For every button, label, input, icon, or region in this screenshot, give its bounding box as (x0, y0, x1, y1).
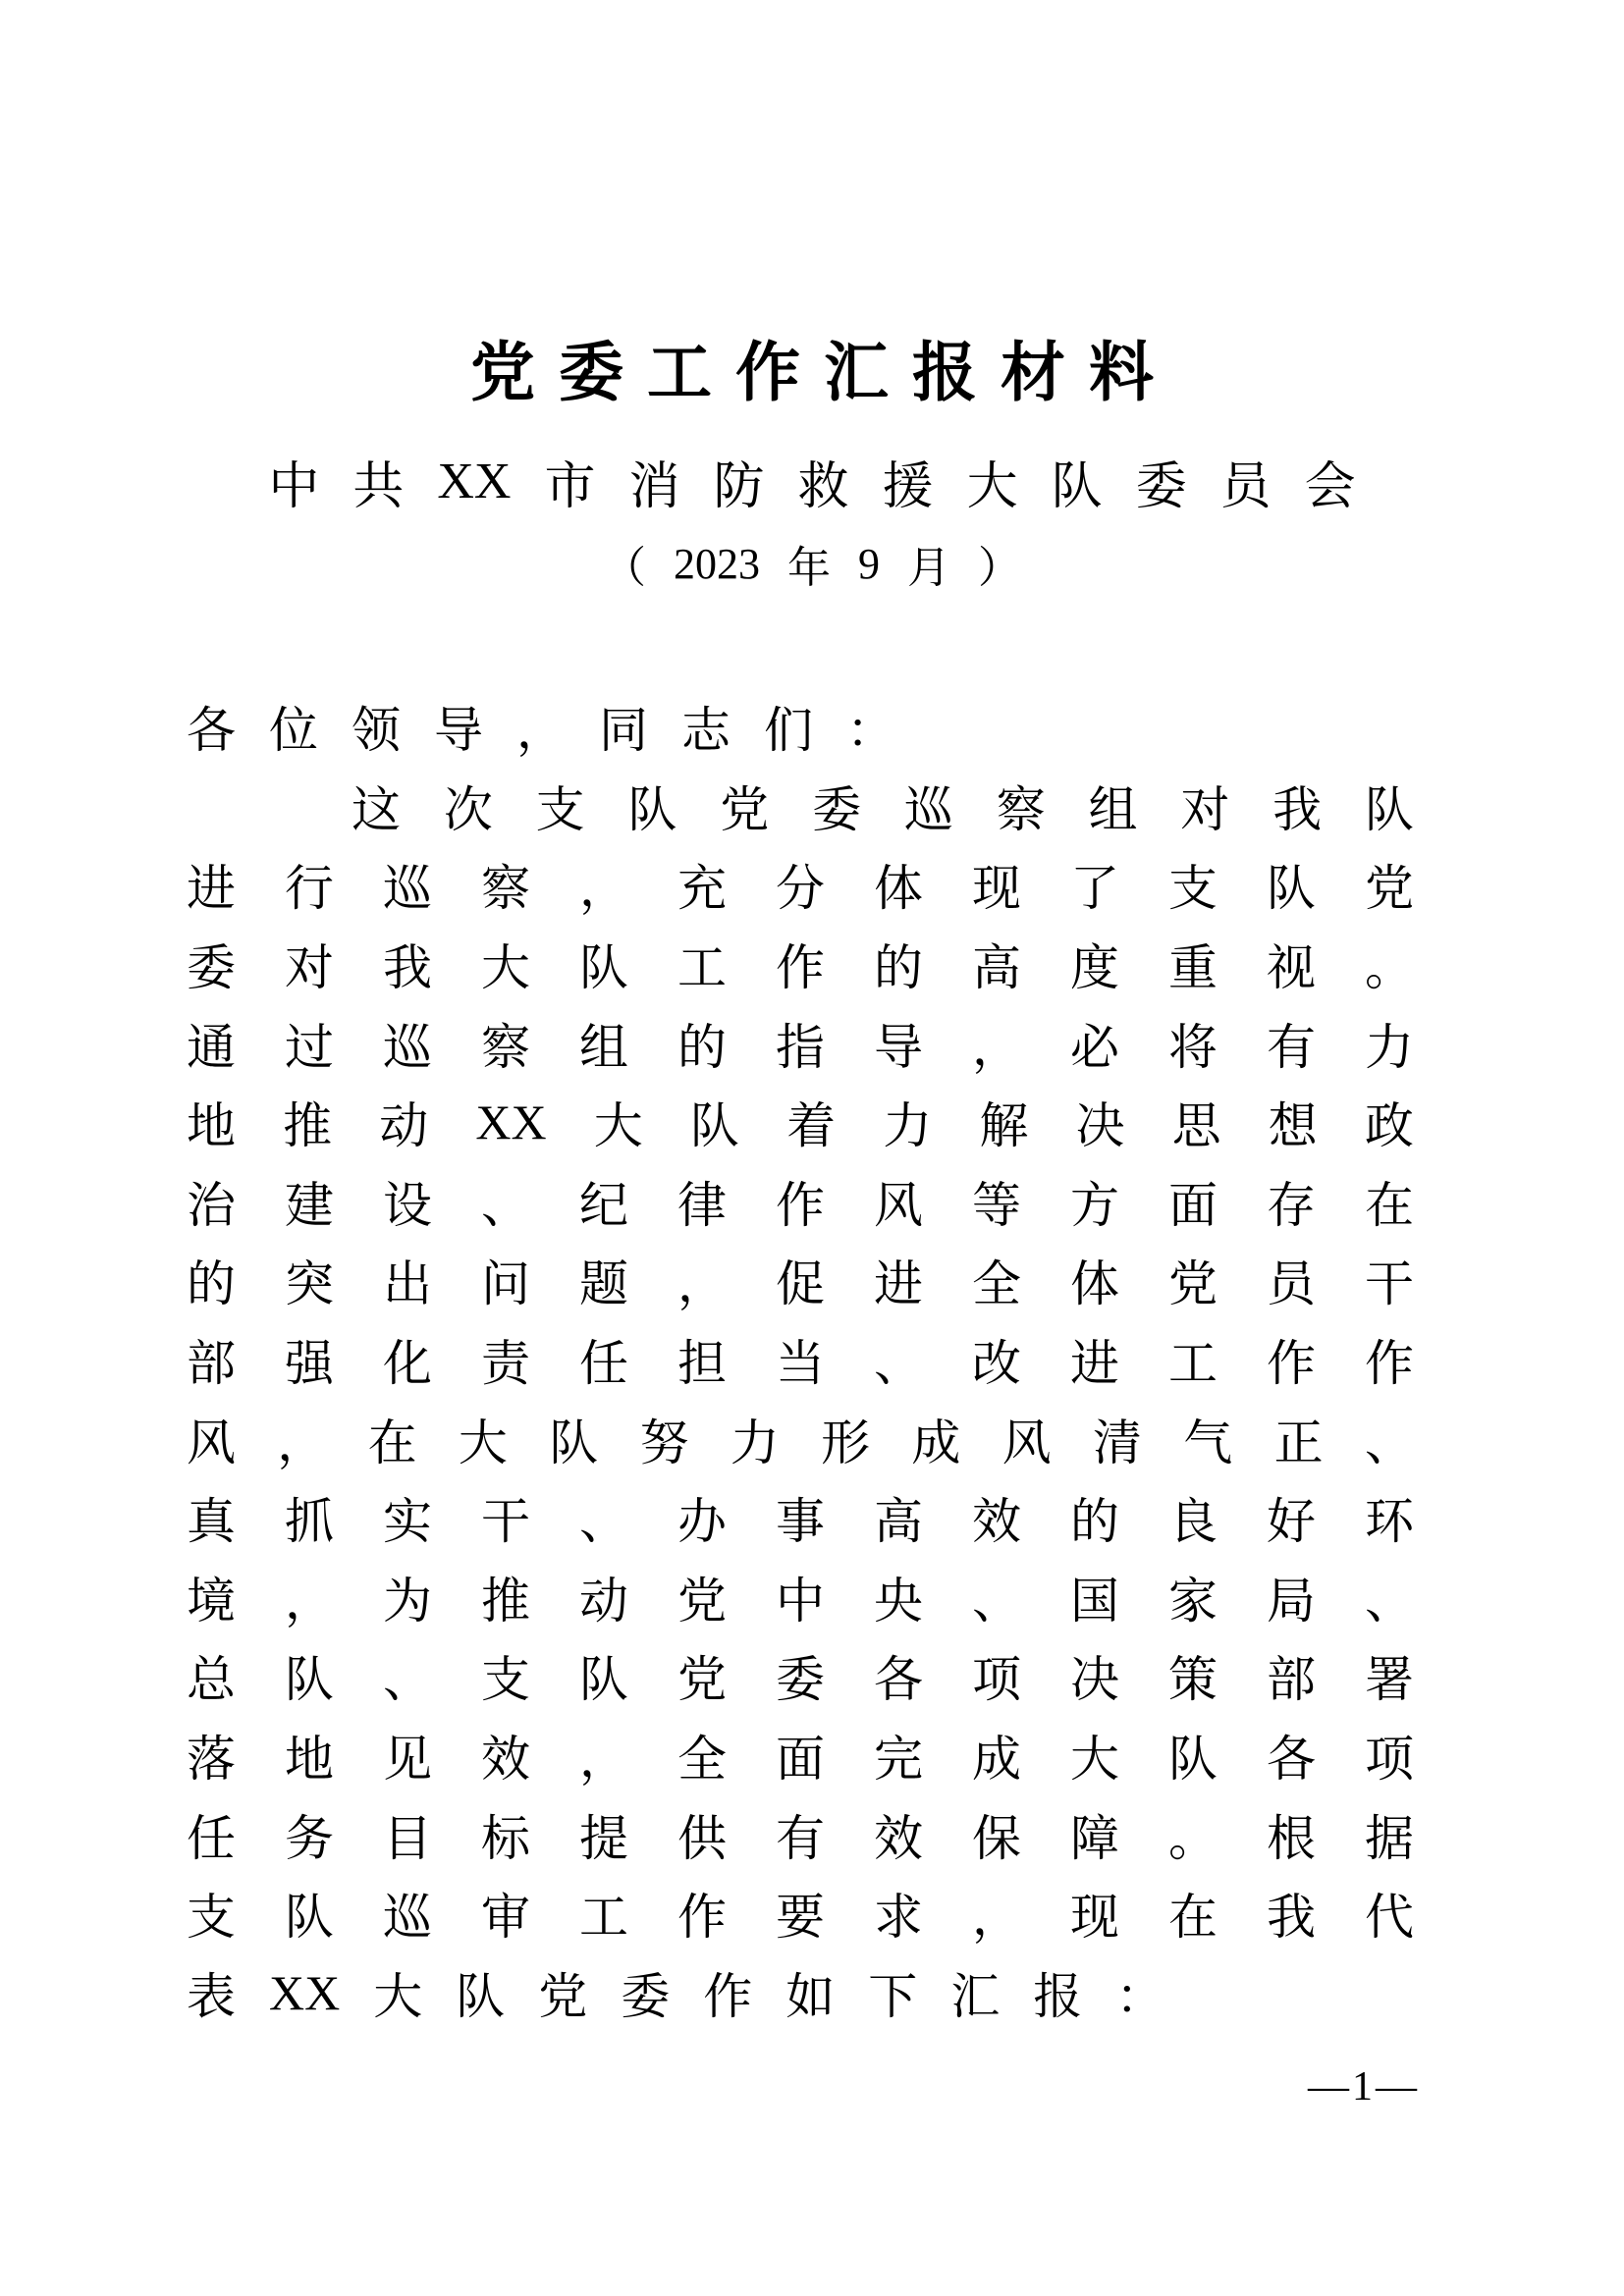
text-token: 位 (269, 703, 318, 759)
text-token: 员 (1219, 458, 1272, 515)
text-token: 。 (1168, 1810, 1218, 1866)
text-token: XX (475, 1095, 547, 1150)
text-token: 料 (1089, 335, 1154, 408)
text-token: ， (277, 1415, 327, 1470)
text-token: 队 (689, 1098, 739, 1154)
text-token: 面 (776, 1732, 825, 1788)
text-token: 员 (1267, 1256, 1316, 1312)
text-token: 效 (874, 1810, 923, 1866)
body-text-line (187, 1162, 1414, 1242)
text-token: 汇 (950, 1968, 1001, 2024)
text-token: 纪 (579, 1177, 628, 1233)
text-token: 成 (972, 1732, 1021, 1788)
text-token: 力 (730, 1415, 780, 1470)
text-token: 效 (481, 1732, 530, 1788)
text-token: 大 (481, 940, 530, 996)
text-token: 支 (1168, 861, 1218, 917)
text-token: XX (437, 453, 512, 509)
text-token: 障 (1070, 1810, 1119, 1866)
text-token: 各 (874, 1652, 923, 1708)
text-token: 我 (383, 940, 432, 996)
text-token: 察 (481, 1019, 530, 1075)
text-token: 有 (1267, 1019, 1316, 1075)
text-token: 推 (481, 1573, 530, 1629)
body-text-line (187, 1399, 1414, 1478)
text-token: 现 (1070, 1890, 1119, 1946)
text-token: 大 (593, 1098, 643, 1154)
text-token: 当 (776, 1336, 825, 1392)
text-token: 委 (776, 1652, 825, 1708)
text-token: 思 (1171, 1098, 1221, 1154)
text-token: 队 (579, 940, 628, 996)
text-token: 建 (285, 1177, 334, 1233)
text-token: 委 (812, 781, 862, 837)
text-token: 充 (677, 861, 727, 917)
text-token: 根 (1267, 1810, 1316, 1866)
text-token: XX (269, 1964, 341, 2020)
document-body (187, 687, 1414, 2032)
text-token: 2023 (674, 539, 760, 588)
text-token: 事 (776, 1494, 825, 1550)
text-token: 们 (764, 703, 813, 759)
text-token: 气 (1183, 1415, 1233, 1470)
text-token: 成 (911, 1415, 961, 1470)
text-token: 作 (1267, 1336, 1316, 1392)
text-token: 报 (1033, 1968, 1083, 2024)
text-token: 必 (1070, 1019, 1119, 1075)
text-token: 将 (1168, 1019, 1218, 1075)
text-token: 担 (677, 1336, 727, 1392)
text-token: 地 (285, 1732, 334, 1788)
text-token: 、 (383, 1652, 432, 1708)
text-token: 任 (187, 1810, 236, 1866)
text-token: 责 (481, 1336, 530, 1392)
text-token: 干 (1365, 1256, 1414, 1312)
text-token: 作 (735, 335, 800, 408)
text-token: 工 (579, 1890, 628, 1946)
text-token: 、 (1365, 1573, 1414, 1629)
text-token: 下 (868, 1968, 918, 2024)
text-token: 效 (972, 1494, 1021, 1550)
text-token: 中 (268, 458, 320, 515)
text-token: 表 (187, 1968, 236, 2024)
text-token: 境 (187, 1573, 236, 1629)
body-paragraph (187, 767, 1414, 2033)
body-text-line (187, 1874, 1414, 1953)
text-token: 策 (1168, 1652, 1218, 1708)
text-token: 支 (187, 1890, 236, 1946)
text-token: 我 (1272, 781, 1323, 837)
text-token: 高 (972, 940, 1021, 996)
text-token: 分 (776, 861, 825, 917)
text-token: 市 (544, 458, 596, 515)
text-token: 通 (187, 1019, 236, 1075)
text-token: 同 (599, 703, 648, 759)
text-token: 的 (187, 1256, 236, 1312)
text-token: ， (516, 703, 566, 759)
text-token: ， (677, 1256, 727, 1312)
text-token: 组 (1088, 781, 1138, 837)
text-token: 组 (579, 1019, 628, 1075)
text-token: 援 (882, 458, 934, 515)
text-token: 抓 (285, 1494, 334, 1550)
text-token: 对 (285, 940, 334, 996)
text-token: 体 (1070, 1256, 1119, 1312)
text-token: 。 (1365, 940, 1414, 996)
text-token: 地 (187, 1098, 236, 1154)
text-token: ： (846, 703, 895, 759)
text-token: 委 (187, 940, 236, 996)
text-token: 材 (1001, 335, 1065, 408)
text-token: 存 (1267, 1177, 1316, 1233)
text-token: 巡 (903, 781, 953, 837)
text-token: 队 (456, 1968, 506, 2024)
text-token: ： (1115, 1968, 1165, 2024)
text-token: 队 (285, 1652, 334, 1708)
text-token: 律 (677, 1177, 727, 1233)
text-token: 年 (787, 544, 831, 592)
text-token: 工 (677, 940, 727, 996)
text-token: 目 (383, 1810, 432, 1866)
text-token: 救 (797, 458, 849, 515)
text-token: ） (978, 544, 1021, 592)
text-token: 风 (187, 1415, 236, 1470)
text-token: 党 (470, 335, 535, 408)
text-token: 体 (874, 861, 923, 917)
text-token: 在 (1168, 1890, 1218, 1946)
text-token: 委 (621, 1968, 671, 2024)
text-token: 作 (703, 1968, 753, 2024)
text-token: 办 (677, 1494, 727, 1550)
text-token: 真 (187, 1494, 236, 1550)
text-token: ， (972, 1890, 1021, 1946)
body-text-line (187, 845, 1414, 925)
text-token: 想 (1268, 1098, 1318, 1154)
text-token: 的 (1070, 1494, 1119, 1550)
text-token: 好 (1267, 1494, 1316, 1550)
text-token: 察 (996, 781, 1046, 837)
text-token: 供 (677, 1810, 727, 1866)
text-token: 有 (776, 1810, 825, 1866)
text-token: 提 (579, 1810, 628, 1866)
text-token: 、 (972, 1573, 1021, 1629)
text-token: 党 (677, 1573, 727, 1629)
text-token: 汇 (824, 335, 889, 408)
document-subtitle (0, 444, 1624, 518)
text-token: 务 (285, 1810, 334, 1866)
text-token: 良 (1168, 1494, 1218, 1550)
text-token: 队 (549, 1415, 599, 1470)
text-token: 的 (677, 1019, 727, 1075)
text-token: 了 (1070, 861, 1119, 917)
text-token: 大 (373, 1968, 423, 2024)
text-token: 、 (579, 1494, 628, 1550)
text-token: 清 (1092, 1415, 1142, 1470)
text-token: 进 (187, 861, 236, 917)
text-token: 党 (538, 1968, 588, 2024)
text-token: 项 (1365, 1732, 1414, 1788)
document-title (0, 322, 1624, 410)
text-token: 领 (352, 703, 401, 759)
text-token: 大 (458, 1415, 508, 1470)
text-token: 重 (1168, 940, 1218, 996)
text-token: 强 (285, 1336, 334, 1392)
text-token: 央 (874, 1573, 923, 1629)
text-token: 国 (1070, 1573, 1119, 1629)
text-token: 解 (979, 1098, 1029, 1154)
text-token: 视 (1267, 940, 1316, 996)
text-token: 共 (352, 458, 405, 515)
text-token: 任 (579, 1336, 628, 1392)
text-token: 环 (1365, 1494, 1414, 1550)
body-text-line (187, 1241, 1414, 1320)
text-token: 巡 (383, 861, 432, 917)
text-token: 标 (481, 1810, 530, 1866)
text-token: 这 (352, 781, 401, 837)
text-token: 求 (874, 1890, 923, 1946)
text-token: 次 (443, 781, 493, 837)
text-token: 全 (972, 1256, 1021, 1312)
text-token: 大 (966, 458, 1018, 515)
text-token: 正 (1273, 1415, 1324, 1470)
text-token: 要 (776, 1890, 825, 1946)
text-token: 总 (187, 1652, 236, 1708)
text-token: 化 (383, 1336, 432, 1392)
text-token: 工 (647, 335, 712, 408)
text-token: 我 (1267, 1890, 1316, 1946)
text-token: 题 (579, 1256, 628, 1312)
text-token: ， (579, 1732, 628, 1788)
text-token: 队 (285, 1890, 334, 1946)
text-token: 实 (383, 1494, 432, 1550)
body-text-line (187, 1953, 1414, 2033)
text-token: 部 (1267, 1652, 1316, 1708)
text-token: 党 (720, 781, 770, 837)
text-token: 局 (1267, 1573, 1316, 1629)
text-token: 署 (1365, 1652, 1414, 1708)
text-token: 审 (481, 1890, 530, 1946)
text-token: 党 (677, 1652, 727, 1708)
text-token: 形 (821, 1415, 871, 1470)
text-token: 队 (1051, 458, 1103, 515)
text-token: 突 (285, 1256, 334, 1312)
text-token: 度 (1070, 940, 1119, 996)
body-text-line (187, 767, 1414, 846)
text-token: 队 (1267, 861, 1316, 917)
text-token: 对 (1180, 781, 1230, 837)
text-token: 月 (907, 544, 950, 592)
text-token: 巡 (383, 1019, 432, 1075)
text-token: 队 (1168, 1732, 1218, 1788)
text-token: 干 (481, 1494, 530, 1550)
text-token: 各 (1267, 1732, 1316, 1788)
greeting-line (187, 687, 1414, 767)
body-text-line (187, 1003, 1414, 1083)
text-token: 消 (628, 458, 680, 515)
text-token: 行 (285, 861, 334, 917)
body-text-line (187, 1478, 1414, 1558)
text-token: 大 (1070, 1732, 1119, 1788)
text-token: 据 (1365, 1810, 1414, 1866)
text-token: 中 (776, 1573, 825, 1629)
text-token: 导 (434, 703, 483, 759)
text-token: 、 (481, 1177, 530, 1233)
body-text-line (187, 1558, 1414, 1637)
text-token: 为 (383, 1573, 432, 1629)
text-token: 、 (874, 1336, 923, 1392)
text-token: 、 (1364, 1415, 1414, 1470)
text-token: 在 (367, 1415, 417, 1470)
body-text-line (187, 1716, 1414, 1795)
text-token: 治 (187, 1177, 236, 1233)
text-token: 队 (627, 781, 677, 837)
text-token: 方 (1070, 1177, 1119, 1233)
text-token: 落 (187, 1732, 236, 1788)
text-token: ， (579, 861, 628, 917)
body-text-line (187, 1083, 1414, 1162)
text-token: 9 (858, 539, 880, 588)
text-token: 力 (1365, 1019, 1414, 1075)
text-token: 的 (874, 940, 923, 996)
text-token: 部 (187, 1336, 236, 1392)
text-token: 家 (1168, 1573, 1218, 1629)
body-text-line (187, 1636, 1414, 1716)
text-token: 力 (883, 1098, 933, 1154)
text-token: 决 (1070, 1652, 1119, 1708)
text-token: 高 (874, 1494, 923, 1550)
text-token: 全 (677, 1732, 727, 1788)
text-token: 动 (579, 1573, 628, 1629)
text-token: （ (603, 544, 646, 592)
text-token: 风 (1001, 1415, 1052, 1470)
text-token: 现 (972, 861, 1021, 917)
text-token: 过 (285, 1019, 334, 1075)
text-token: 队 (579, 1652, 628, 1708)
text-token: 等 (972, 1177, 1021, 1233)
text-token: 如 (785, 1968, 836, 2024)
document-date-line (0, 532, 1624, 595)
text-token: 动 (379, 1098, 429, 1154)
text-token: 作 (776, 1177, 825, 1233)
text-token: 作 (677, 1890, 727, 1946)
text-token: 进 (1070, 1336, 1119, 1392)
text-token: 志 (681, 703, 731, 759)
text-token: 出 (383, 1256, 432, 1312)
text-token: 作 (1365, 1336, 1414, 1392)
text-token: 察 (481, 861, 530, 917)
text-token: 决 (1075, 1098, 1125, 1154)
text-token: 保 (972, 1810, 1021, 1866)
text-token: 推 (283, 1098, 333, 1154)
text-token: 会 (1304, 458, 1356, 515)
text-token: 工 (1168, 1336, 1218, 1392)
text-token: 项 (972, 1652, 1021, 1708)
text-token: 报 (912, 335, 977, 408)
text-token: 导 (874, 1019, 923, 1075)
text-token: 防 (713, 458, 765, 515)
body-text-line (187, 1794, 1414, 1874)
text-token: 党 (1365, 861, 1414, 917)
text-token: 队 (1364, 781, 1414, 837)
text-token: 在 (1365, 1177, 1414, 1233)
text-token: 面 (1168, 1177, 1218, 1233)
text-token: 完 (874, 1732, 923, 1788)
text-token: 支 (481, 1652, 530, 1708)
text-token: 作 (776, 940, 825, 996)
text-token: 改 (972, 1336, 1021, 1392)
text-token: 支 (535, 781, 585, 837)
text-token: 党 (1168, 1256, 1218, 1312)
text-token: ， (285, 1573, 334, 1629)
text-token: 设 (383, 1177, 432, 1233)
text-token: 见 (383, 1732, 432, 1788)
text-token: 代 (1365, 1890, 1414, 1946)
text-token: 巡 (383, 1890, 432, 1946)
text-token: 风 (874, 1177, 923, 1233)
text-token: 委 (1135, 458, 1187, 515)
text-token: 各 (187, 703, 236, 759)
page-number: —1— (1308, 2064, 1420, 2109)
text-token: 努 (639, 1415, 689, 1470)
body-text-line (187, 925, 1414, 1004)
text-token: 着 (786, 1098, 837, 1154)
text-token: 政 (1364, 1098, 1414, 1154)
text-token: 促 (776, 1256, 825, 1312)
text-token: 进 (874, 1256, 923, 1312)
text-token: 指 (776, 1019, 825, 1075)
text-token: 问 (481, 1256, 530, 1312)
body-text-line (187, 1320, 1414, 1400)
text-token: ， (972, 1019, 1021, 1075)
text-token: 委 (559, 335, 623, 408)
